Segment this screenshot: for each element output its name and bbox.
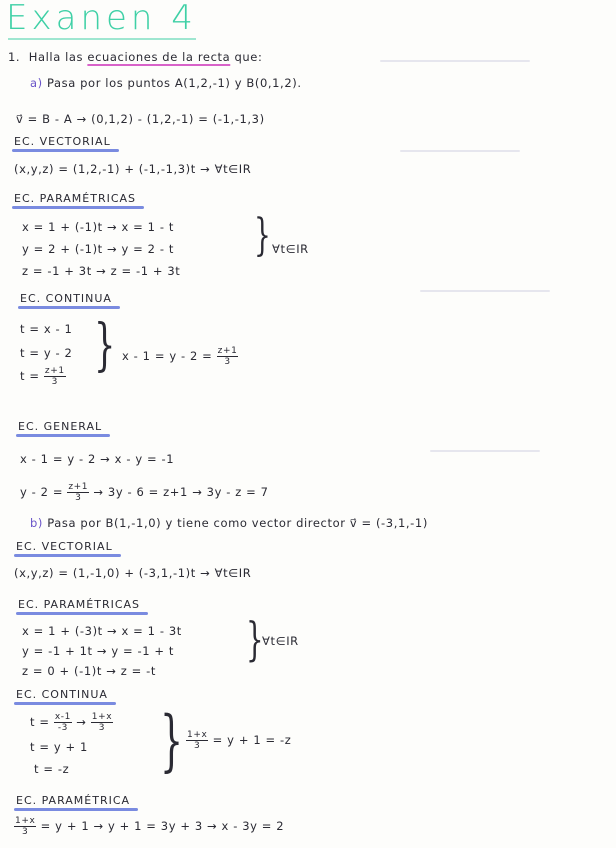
heading-underline: [14, 702, 116, 705]
part-a-general-line2: y - 2 = $\frac{z+1}{3}$ → 3y - 6 = z+1 → 3y - z = 7: [20, 482, 269, 503]
problem-number: 1.: [8, 50, 21, 64]
part-a-vectorial-heading: EC. VECTORIAL: [14, 135, 111, 148]
part-a-general-line1: x - 1 = y - 2 → x - y = -1: [20, 452, 175, 466]
statement-highlight: ecuaciones de la recta: [87, 50, 231, 64]
part-b-statement: [30, 516, 428, 530]
problem-statement: [8, 50, 262, 64]
part-a-cont-result: x - 1 = y - 2 = $\frac{z+1}{3}$: [122, 346, 238, 367]
heading-underline: [18, 306, 120, 309]
part-a-vectorial-eq: (x,y,z) = (1,2,-1) + (-1,-1,3)t → ∀t∈IR: [14, 162, 252, 176]
part-b-param-x: x = 1 + (-3)t → x = 1 - 3t: [22, 624, 182, 638]
part-b-parametric-heading: EC. PARAMÉTRICAS: [18, 598, 140, 611]
part-b-label: b): [30, 516, 43, 530]
part-a-cont-t1: t = x - 1: [20, 322, 73, 336]
title-underline: [8, 38, 196, 40]
fraction: $\frac{1+x}{3}$: [187, 730, 208, 751]
part-b-param-z: z = 0 + (-1)t → z = -t: [22, 664, 156, 678]
heading-underline: [14, 554, 121, 557]
part-b-param-quantifier: ∀t∈IR: [262, 634, 299, 648]
part-a-general-heading: EC. GENERAL: [18, 420, 102, 433]
bleed-through-mark: [400, 150, 520, 152]
part-a-param-quantifier: ∀t∈IR: [272, 242, 309, 256]
part-b-final-eq: $\frac{1+x}{3}$ = y + 1 → y + 1 = 3y + 3 → x - 3y = 2: [15, 816, 285, 837]
part-a-vector: v⃗ = B - A → (0,1,2) - (1,2,-1) = (-1,-1,3): [16, 112, 265, 126]
fraction: $\frac{z+1}{3}$: [44, 366, 65, 387]
fraction: $\frac{1+x}{3}$: [91, 712, 113, 733]
part-a-param-y: y = 2 + (-1)t → y = 2 - t: [22, 242, 174, 256]
part-b-vectorial-eq: (x,y,z) = (1,-1,0) + (-3,1,-1)t → ∀t∈IR: [14, 566, 252, 580]
part-a-label: a): [30, 76, 43, 90]
part-b-cont-t2: t = y + 1: [30, 740, 88, 754]
right-brace: }: [160, 702, 184, 779]
heading-underline: [12, 206, 144, 209]
right-brace: }: [246, 612, 264, 666]
right-brace: }: [254, 210, 271, 261]
part-a-param-x: x = 1 + (-1)t → x = 1 - t: [22, 220, 174, 234]
part-b-cont-t1: t = $\frac{x-1}{-3}$ → $\frac{1+x}{3}$: [30, 712, 113, 733]
part-b-continua-heading: EC. CONTINUA: [16, 688, 108, 701]
right-brace: }: [94, 313, 116, 378]
part-b-final-heading: EC. PARAMÉTRICA: [16, 794, 130, 807]
heading-underline: [16, 612, 148, 615]
part-b-cont-t3: t = -z: [34, 762, 70, 776]
part-a-param-z: z = -1 + 3t → z = -1 + 3t: [22, 264, 181, 278]
bleed-through-mark: [420, 290, 550, 292]
bleed-through-mark: [380, 60, 530, 62]
part-b-vectorial-heading: EC. VECTORIAL: [16, 540, 113, 553]
fraction: $\frac{x-1}{-3}$: [54, 712, 71, 733]
fraction: $\frac{z+1}{3}$: [68, 482, 89, 503]
statement-pre: Halla las: [28, 50, 84, 64]
heading-underline: [12, 149, 119, 152]
part-a-statement: [30, 76, 302, 90]
part-b-text: Pasa por B(1,-1,0) y tiene como vector director v⃗ = (-3,1,-1): [47, 516, 428, 530]
part-a-continua-heading: EC. CONTINUA: [20, 292, 112, 305]
part-b-param-y: y = -1 + 1t → y = -1 + t: [22, 644, 175, 658]
statement-post: que:: [234, 50, 263, 64]
part-a-text: Pasa por los puntos A(1,2,-1) y B(0,1,2).: [47, 76, 302, 90]
part-a-parametric-heading: EC. PARAMÉTRICAS: [14, 192, 136, 205]
part-a-cont-t2: t = y - 2: [20, 346, 73, 360]
part-a-cont-t3: t = $\frac{z+1}{3}$: [20, 366, 65, 387]
part-b-cont-result: $\frac{1+x}{3}$ = y + 1 = -z: [187, 730, 292, 751]
fraction: $\frac{z+1}{3}$: [217, 346, 238, 367]
heading-underline: [14, 808, 138, 811]
fraction: $\frac{1+x}{3}$: [15, 816, 36, 837]
bleed-through-mark: [430, 450, 540, 452]
page-title: Exanen 4: [6, 0, 197, 38]
heading-underline: [16, 434, 110, 437]
